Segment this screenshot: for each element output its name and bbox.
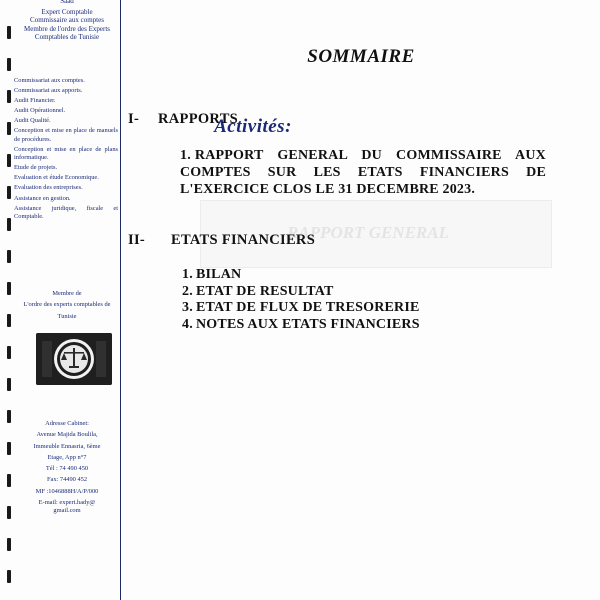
section-number: II-: [128, 232, 146, 248]
binding-holes: [7, 0, 13, 600]
activity-item: Evaluation des entreprises.: [14, 184, 83, 192]
page-title: SOMMAIRE: [307, 46, 415, 67]
fax-number: Fax: 74490 452: [46, 476, 88, 484]
activity-item: Conception et mise en place de plans informatique.: [14, 145, 118, 162]
accountant-role: Commissaire aux comptes: [30, 16, 104, 25]
address-floor: Etage, App n°7: [47, 453, 87, 461]
faded-stamp-text: RAPPORT GENERAL: [287, 223, 449, 242]
activity-item: Assistance en gestion.: [14, 194, 71, 202]
accountant-title: Expert Comptable: [41, 7, 93, 16]
activity-item: Conception et mise en place de manuels de procédures.: [14, 127, 118, 143]
membership-block: [14, 290, 120, 321]
list-item: [182, 317, 512, 334]
item-number: 2.: [182, 283, 193, 299]
order-emblem-logo: [36, 333, 112, 385]
address-street: Avenue Majida Boulila,: [36, 431, 98, 439]
activity-item: Audit Qualité.: [14, 117, 51, 125]
activity-item: Etude de projets.: [14, 164, 58, 172]
summary-content: [122, 0, 600, 600]
activity-item: Commissariat aux apports.: [14, 87, 83, 95]
membership-line-1: Membre de l'ordre des Experts: [23, 24, 110, 33]
cabinet-address: [14, 420, 120, 519]
item-text: NOTES AUX ETATS FINANCIERS: [196, 316, 420, 332]
address-label: Adresse Cabinet:: [45, 420, 89, 427]
member-line: Tunisie: [57, 312, 77, 320]
list-item: [182, 284, 512, 301]
membership-line-2: Comptables de Tunisie: [34, 33, 100, 42]
item-number: 1.: [180, 148, 191, 163]
member-line: L'ordre des experts comptables de: [23, 301, 111, 309]
section-rapports-heading: [128, 111, 238, 128]
activity-item: Assistance juridique, fiscale et Comptable.: [14, 204, 118, 220]
section-label: ETATS FINANCIERS: [171, 232, 316, 248]
activity-item: Commissariat aux comptes.: [14, 77, 85, 84]
activity-item: Evaluation et étude Economique.: [14, 174, 99, 182]
activity-item: Audit Financier.: [14, 97, 56, 105]
rapport-item: [180, 147, 546, 198]
item-text: ETAT DE FLUX DE TRESORERIE: [196, 300, 420, 315]
phone-number: Tél : 74 490 450: [45, 465, 89, 473]
item-number: 1.: [182, 267, 193, 282]
section-number: I-: [128, 111, 140, 127]
etats-financiers-list: [182, 267, 512, 333]
section-label: RAPPORTS: [158, 111, 239, 127]
letterhead-header: [14, 0, 120, 42]
list-item: [182, 267, 512, 284]
address-building: Immeuble Ennasria, 6ème: [33, 442, 101, 450]
item-text: RAPPORT GENERAL DU COMMISSAIRE AUX COMPTES SUR LES ETATS FINANCIERS DE L'EXERCICE CLOS LE 31 DECEMBRE 2023.: [180, 148, 546, 197]
item-text: BILAN: [196, 267, 242, 282]
member-line: Membre de: [52, 290, 82, 297]
activity-item: Audit Opérationnel.: [14, 107, 66, 115]
item-number: 3.: [182, 300, 193, 315]
email-line-1: E-mail: expert.hady@: [38, 499, 96, 507]
item-text: ETAT DE RESULTAT: [196, 283, 334, 299]
section-etats-financiers-heading: [128, 232, 315, 249]
email-line-2: gmail.com: [53, 507, 81, 515]
tax-id: MF :1046888H/A/P/000: [35, 487, 99, 495]
activities-title: Activités:: [214, 116, 292, 137]
accountant-name: Saad: [60, 0, 74, 5]
list-item: [182, 300, 512, 317]
item-number: 4.: [182, 316, 193, 332]
